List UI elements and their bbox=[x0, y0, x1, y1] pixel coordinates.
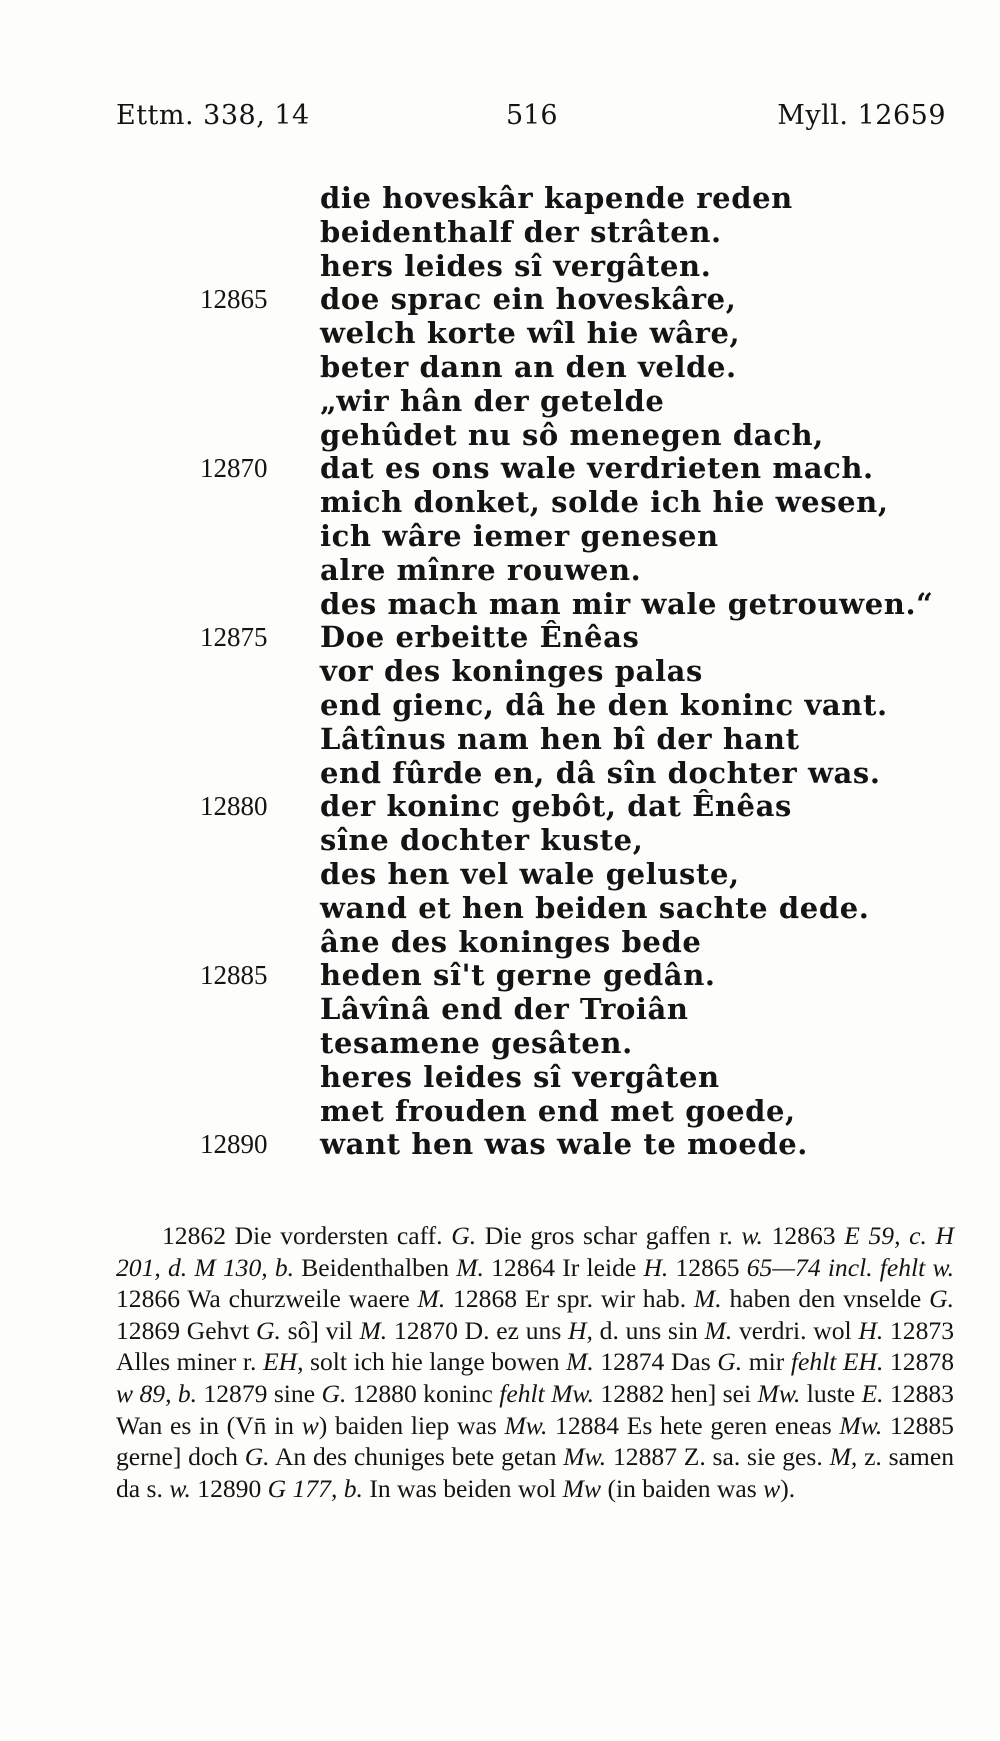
verse-text-line: der koninc gebôt, dat Ênêas bbox=[320, 789, 792, 824]
apparatus-text: 12868 Er spr. wir hab. bbox=[445, 1284, 694, 1314]
apparatus-siglum: M. bbox=[566, 1347, 594, 1377]
apparatus-siglum: H. bbox=[643, 1252, 669, 1282]
apparatus-text: verdri. wol bbox=[732, 1315, 859, 1345]
verse-text-line: gehûdet nu sô menegen dach, bbox=[320, 417, 824, 452]
verse-line bbox=[180, 687, 888, 723]
apparatus-text: An des chuniges bete getan bbox=[269, 1442, 564, 1472]
apparatus-siglum: E. bbox=[861, 1378, 884, 1408]
apparatus-text: 12885 gerne] doch bbox=[116, 1410, 954, 1472]
apparatus-text: Die gros schar gaffen r. bbox=[476, 1221, 742, 1250]
verse-text-line: tesamene gesâten. bbox=[320, 1025, 633, 1060]
verse-text-line: sîne dochter kuste, bbox=[320, 823, 644, 858]
verse-text-line: Lâtînus nam hen bî der hant bbox=[320, 721, 800, 756]
line-number: 12870 bbox=[200, 453, 268, 484]
verse-line bbox=[180, 485, 889, 520]
apparatus-siglum: Mw. bbox=[839, 1410, 883, 1440]
apparatus-text: 12883 Wan es in (Vn̄ in bbox=[116, 1378, 954, 1440]
verse-line bbox=[180, 655, 880, 689]
apparatus-siglum: Mw. bbox=[757, 1378, 801, 1408]
line-number: 12880 bbox=[200, 791, 268, 822]
apparatus-siglum: E 59, c. H 201, d. M 130, b. bbox=[116, 1221, 954, 1282]
apparatus-text: 12863 bbox=[762, 1221, 845, 1250]
apparatus-text: In was beiden wol bbox=[362, 1473, 563, 1503]
verse-text-line: „wir hân der getelde bbox=[320, 383, 665, 418]
verse-text-line: beidenthalf der strâten. bbox=[320, 214, 722, 249]
verse-line bbox=[180, 892, 880, 926]
verse-text-line: âne des koninges bede bbox=[320, 924, 702, 959]
apparatus-text: 12887 Z. sa. sie ges. bbox=[606, 1442, 830, 1472]
verse-text-line: hers leides sî vergâten. bbox=[320, 248, 712, 283]
apparatus-siglum: w bbox=[763, 1473, 781, 1503]
verse-line bbox=[180, 554, 880, 588]
verse-line bbox=[180, 419, 880, 453]
line-number: 12890 bbox=[200, 1129, 268, 1160]
verse-text-line: end gienc, dâ he den koninc vant. bbox=[320, 687, 888, 722]
running-head bbox=[116, 100, 946, 140]
apparatus-text: 12862 Die vordersten caff. bbox=[162, 1221, 452, 1250]
verse-line bbox=[180, 1061, 880, 1095]
critical-apparatus bbox=[116, 1220, 954, 1504]
header-right-reference: Myll. 12659 bbox=[777, 100, 946, 131]
verse-text-line: des mach man mir wale getrouwen.“ bbox=[320, 586, 934, 621]
apparatus-siglum: M. bbox=[417, 1284, 446, 1314]
apparatus-text: d. uns sin bbox=[592, 1315, 705, 1345]
apparatus-siglum: M. bbox=[359, 1315, 388, 1345]
verse-text-line: dat es ons wale verdrieten mach. bbox=[320, 451, 874, 486]
page-number: 516 bbox=[506, 100, 558, 131]
apparatus-siglum: H, bbox=[568, 1315, 593, 1345]
apparatus-text: 12870 D. ez uns bbox=[387, 1315, 569, 1345]
apparatus-siglum: G. bbox=[451, 1221, 477, 1250]
apparatus-text: (in baiden was bbox=[601, 1473, 764, 1503]
verse-text-line: wand et hen beiden sachte dede. bbox=[320, 890, 870, 925]
verse-line bbox=[180, 959, 880, 993]
verse-line bbox=[180, 1095, 880, 1129]
verse-line bbox=[180, 520, 880, 554]
line-number: 12865 bbox=[200, 284, 268, 315]
apparatus-text: sô] vil bbox=[280, 1315, 360, 1345]
apparatus-siglum: G. bbox=[929, 1284, 954, 1314]
verse-text-line: Lâvînâ end der Troiân bbox=[320, 992, 689, 1027]
verse-line bbox=[180, 790, 880, 824]
apparatus-text: 12879 sine bbox=[197, 1378, 322, 1408]
apparatus-text: 12874 Das bbox=[593, 1347, 718, 1377]
apparatus-text: 12873 Alles miner r. bbox=[116, 1315, 954, 1377]
apparatus-siglum: H. bbox=[858, 1315, 884, 1345]
apparatus-text: 12865 bbox=[668, 1252, 747, 1282]
apparatus-siglum: G. bbox=[256, 1315, 281, 1345]
apparatus-text: 12884 Es hete geren eneas bbox=[547, 1410, 840, 1440]
apparatus-text: mir bbox=[742, 1347, 791, 1377]
verse-text-line: beter dann an den velde. bbox=[320, 349, 737, 384]
apparatus-text: ) baiden liep was bbox=[318, 1410, 505, 1440]
verse-line bbox=[180, 250, 880, 284]
apparatus-text: 12869 Gehvt bbox=[116, 1315, 257, 1345]
apparatus-text: solt ich hie lange bowen bbox=[303, 1347, 567, 1377]
apparatus-text: 12880 koninc bbox=[346, 1378, 500, 1408]
verse-line bbox=[180, 182, 880, 216]
verse-line bbox=[180, 1027, 880, 1061]
apparatus-siglum: M, bbox=[829, 1442, 858, 1472]
verse-text-line: want hen was wale te moede. bbox=[320, 1127, 808, 1162]
verse-text-line: vor des koninges palas bbox=[320, 654, 703, 689]
apparatus-text: luste bbox=[800, 1378, 862, 1408]
apparatus-text: Beidenthalben bbox=[294, 1252, 457, 1282]
apparatus-siglum: w. bbox=[169, 1473, 191, 1503]
verse-line bbox=[180, 1128, 880, 1162]
apparatus-siglum: w 89, b. bbox=[116, 1378, 198, 1408]
apparatus-siglum: G. bbox=[244, 1442, 270, 1472]
verse-text-line: end fûrde en, dâ sîn dochter was. bbox=[320, 755, 881, 790]
verse-text-line: heres leides sî vergâten bbox=[320, 1059, 720, 1094]
apparatus-siglum: G. bbox=[321, 1378, 347, 1408]
verse-line bbox=[180, 317, 880, 351]
verse-text-line: doe sprac ein hoveskâre, bbox=[320, 282, 737, 317]
verse-text-line: heden sî't gerne gedân. bbox=[320, 958, 716, 993]
apparatus-siglum: Mw. bbox=[563, 1442, 607, 1472]
verse-text-line: mich donket, solde ich hie wesen, bbox=[320, 485, 889, 520]
verse-text-line: die hoveskâr kapende reden bbox=[320, 181, 793, 215]
apparatus-text: ). bbox=[780, 1473, 796, 1503]
verse-line bbox=[180, 824, 880, 858]
verse-text-line: met frouden end met goede, bbox=[320, 1093, 796, 1128]
apparatus-text: haben den vnselde bbox=[721, 1284, 930, 1314]
verse-line bbox=[180, 385, 880, 419]
verse-line bbox=[180, 723, 880, 757]
verse-line bbox=[180, 926, 880, 960]
verse-text-line: Doe erbeitte Ênêas bbox=[320, 620, 640, 655]
verse-line bbox=[180, 586, 934, 622]
apparatus-text: 12882 hen] sei bbox=[594, 1378, 758, 1408]
line-number: 12875 bbox=[200, 622, 268, 653]
apparatus-siglum: M. bbox=[456, 1252, 484, 1282]
apparatus-text: 12864 Ir leide bbox=[483, 1252, 644, 1282]
verse-line bbox=[180, 452, 880, 486]
apparatus-siglum: Mw bbox=[562, 1473, 602, 1503]
apparatus-siglum: fehlt Mw. bbox=[499, 1378, 594, 1408]
verse-line bbox=[180, 858, 880, 892]
verse-line bbox=[180, 757, 880, 791]
verse-line bbox=[180, 993, 880, 1027]
apparatus-text: z. samen da s. bbox=[116, 1442, 954, 1503]
verse-text-line: alre mînre rouwen. bbox=[320, 552, 642, 587]
apparatus-siglum: w bbox=[301, 1410, 319, 1440]
apparatus-siglum: 65—74 incl. fehlt w. bbox=[746, 1252, 955, 1282]
apparatus-siglum: M. bbox=[693, 1284, 722, 1314]
apparatus-siglum: EH, bbox=[262, 1347, 304, 1377]
verse-text-line: welch korte wîl hie wâre, bbox=[320, 316, 741, 351]
apparatus-siglum: M. bbox=[704, 1315, 733, 1345]
verse-line bbox=[180, 621, 880, 655]
apparatus-siglum: fehlt EH. bbox=[790, 1347, 884, 1377]
verse-line bbox=[180, 351, 880, 385]
apparatus-siglum: Mw. bbox=[504, 1410, 548, 1440]
verse-text bbox=[180, 181, 934, 1162]
apparatus-siglum: G 177, b. bbox=[267, 1473, 363, 1503]
apparatus-siglum: G. bbox=[717, 1347, 743, 1377]
apparatus-text: 12890 bbox=[190, 1473, 268, 1503]
apparatus-text: 12878 bbox=[883, 1347, 954, 1377]
header-left-reference: Ettm. 338, 14 bbox=[116, 100, 310, 131]
verse-line bbox=[180, 283, 880, 317]
verse-text-line: ich wâre iemer genesen bbox=[320, 518, 719, 553]
line-number: 12885 bbox=[200, 960, 268, 991]
verse-text-line: des hen vel wale geluste, bbox=[320, 856, 740, 891]
apparatus-text: 12866 Wa churzweile waere bbox=[116, 1284, 418, 1314]
apparatus-siglum: w. bbox=[741, 1221, 763, 1250]
verse-line bbox=[180, 216, 880, 250]
